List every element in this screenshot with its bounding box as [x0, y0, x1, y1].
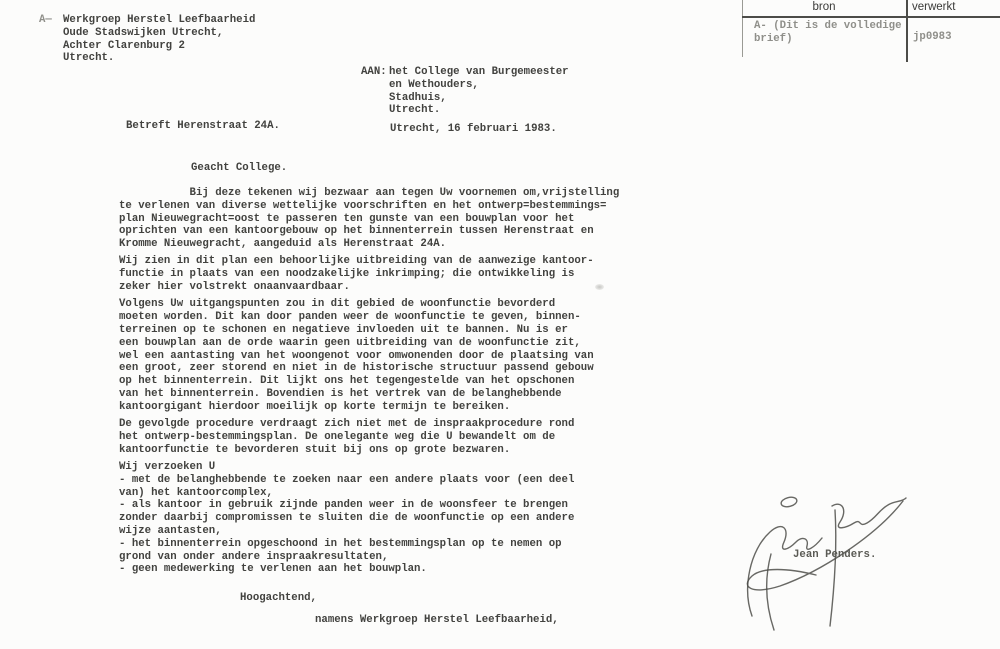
stamp-verwerkt-value: jp0983	[913, 31, 952, 43]
body-line: Bij deze tekenen wij bezwaar aan tegen Uw voornemen om,vrijstelling	[119, 187, 620, 199]
body-line: - met de belanghebbende te zoeken naar een andere plaats voor (een deel	[119, 473, 575, 486]
recipient-address-block	[389, 66, 569, 117]
body-line: te verlenen van diverse wettelijke voorschriften en het ontwerp=bestemmings=	[119, 199, 607, 212]
body-line: moeten worden. Dit kan door panden weer de woonfunctie te geven, binnen-	[119, 311, 581, 324]
paragraph	[119, 187, 629, 251]
letter-body	[119, 187, 629, 581]
margin-annotation-mark: A—	[39, 14, 52, 26]
sender-address-block	[63, 14, 255, 65]
sender-address-line: Oude Stadswijken Utrecht,	[63, 26, 224, 39]
stamp-col-bron-header: bron	[812, 1, 836, 13]
body-line: wijze aantasten,	[119, 524, 222, 537]
recipient-address-line: Utrecht.	[389, 104, 441, 117]
body-line: oprichten van een kantoorgebouw op het binnenterrein tussen Herenstraat en	[119, 225, 594, 238]
body-line: terreinen op te schonen en negatieve invloeden uit te bannen. Nu is er	[119, 323, 568, 336]
body-line: - als kantoor in gebruik zijnde panden weer in de woonsfeer te brengen	[119, 499, 568, 512]
body-line: De gevolgde procedure verdraagt zich niet met de inspraakprocedure rond	[119, 418, 575, 431]
body-line: wel een aantasting van het woongenot voor omwonenden door de plaatsing van	[119, 349, 594, 362]
stamp-bron-value: A- (Dit is de volledige brief)	[754, 20, 902, 45]
body-line: van het binnenterrein. Bovendien is het vertrek van de belanghebbende	[119, 387, 562, 400]
stamp-rule-horizontal	[742, 16, 1000, 18]
valediction: Hoogachtend,	[240, 592, 317, 604]
stamp-col-verwerkt-header: verwerkt	[912, 1, 956, 13]
sender-address-line: Achter Clarenburg 2	[63, 39, 185, 52]
date-line: Utrecht, 16 februari 1983.	[390, 123, 557, 135]
on-behalf-line: namens Werkgroep Herstel Leefbaarheid,	[315, 614, 559, 626]
recipient-label: AAN:	[361, 66, 387, 78]
signature-typed-name: Jean Penders.	[793, 549, 877, 561]
body-line: Wij verzoeken U	[119, 460, 216, 473]
body-line: functie in plaats van een noodzakelijke inkrimping; die ontwikkeling is	[119, 268, 575, 281]
body-line: een bouwplan aan de orde waarin geen uitbreiding van de woonfunctie zit,	[119, 336, 581, 349]
stamp-divider-vertical	[906, 0, 908, 62]
paragraph	[119, 255, 629, 293]
paragraph	[119, 298, 629, 413]
body-line: kantoorgigant hierdoor moeilijk op korte termijn te bereiken.	[119, 400, 511, 413]
recipient-address-line: Stadhuis,	[389, 91, 447, 104]
recipient-address-line: het College van Burgemeester	[389, 66, 569, 78]
recipient-address-line: en Wethouders,	[389, 78, 479, 91]
body-line: op het binnenterrein. Dit lijkt ons het tegengestelde van het opschonen	[119, 375, 575, 388]
paragraph	[119, 461, 629, 576]
sender-address-line: Utrecht.	[63, 52, 115, 65]
sender-address-line: Werkgroep Herstel Leefbaarheid	[63, 14, 256, 26]
body-line: - geen medewerking te verlenen aan het bouwplan.	[119, 563, 427, 576]
ink-smudge	[595, 284, 604, 290]
body-line: zonder daarbij compromissen te sluiten die de woonfunctie op een andere	[119, 512, 575, 525]
body-line: Wij zien in dit plan een behoorlijke uitbreiding van de aanwezige kantoor-	[119, 255, 594, 268]
salutation: Geacht College.	[191, 162, 288, 174]
body-line: grond van onder andere inspraakresultaten,	[119, 550, 389, 563]
body-line: zeker hier volstrekt onaanvaardbaar.	[119, 281, 350, 294]
body-line: Volgens Uw uitgangspunten zou in dit gebied de woonfunctie bevorderd	[119, 298, 556, 311]
body-line: - het binnenterrein opgeschoond in het bestemmingsplan op te nemen op	[119, 537, 562, 550]
paragraph	[119, 418, 629, 456]
body-line: Kromme Nieuwegracht, aangeduid als Herenstraat 24A.	[119, 238, 447, 251]
body-line: plan Nieuwegracht=oost te passeren ten gunste van een bouwplan voor het	[119, 212, 575, 225]
body-line: een groot, zeer storend en niet in de historische structuur passend gebouw	[119, 362, 594, 375]
subject-line: Betreft Herenstraat 24A.	[126, 120, 280, 132]
body-line: kantoorfunctie te bevorderen stuit bij ons op grote bezwaren.	[119, 443, 511, 456]
body-line: het ontwerp-bestemmingsplan. De onelegante weg die U bewandelt om de	[119, 430, 556, 443]
body-line: van) het kantoorcomplex,	[119, 486, 273, 499]
